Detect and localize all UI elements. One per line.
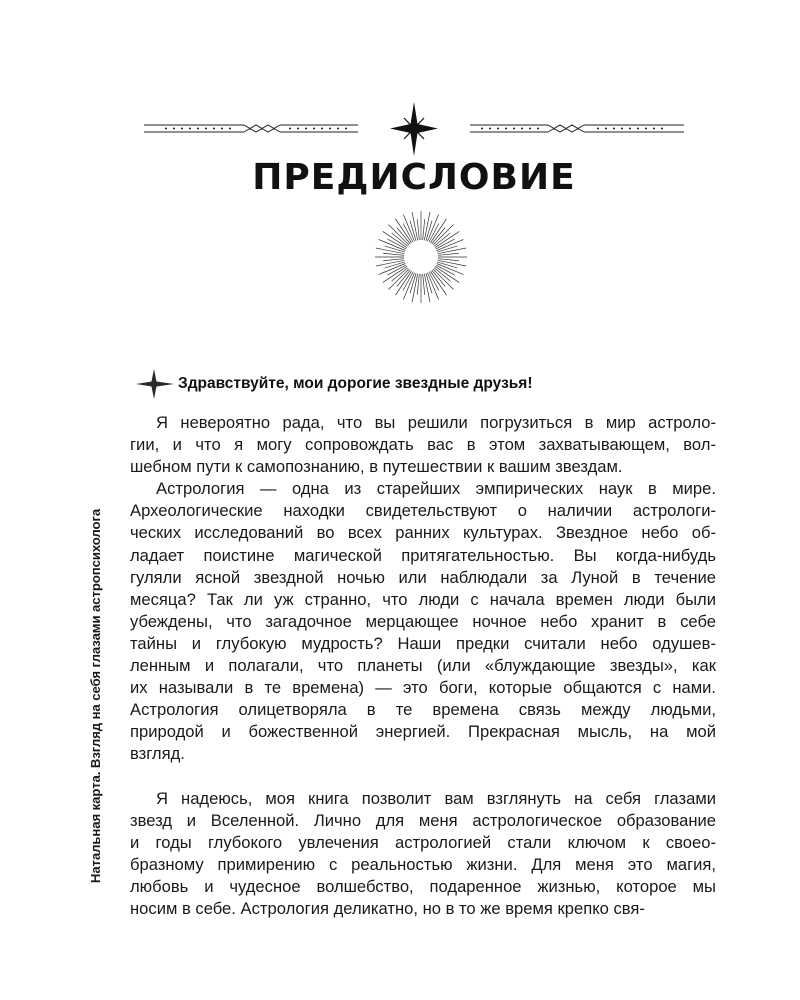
crescent-moon-icon (446, 117, 458, 140)
sunburst-ray (417, 274, 419, 295)
sunburst-ray (434, 233, 450, 246)
paragraph (130, 788, 716, 921)
sunburst-ray (438, 253, 459, 255)
paragraph (130, 412, 716, 478)
running-title: Натальная карта. Взгляд на себя глазами астропсихолога (88, 508, 103, 884)
text-line: звезд и Вселенной. Лично для меня астрологическое образование (130, 810, 716, 830)
paragraph (130, 478, 716, 765)
sunburst-ray (383, 259, 404, 261)
text-line: и годы глубокого увлечения астрологией стали ключом к своео- (130, 832, 716, 852)
text-line: Археологические находки свидетельствуют о наличии астрологи- (130, 501, 716, 521)
paragraph-gap (130, 766, 716, 788)
text-line: Я невероятно рада, что вы решили погрузиться в мир астроло- (156, 413, 716, 432)
text-line: шебном пути к самопознанию, в путешествии к вашим звездам. (130, 457, 623, 477)
text-line: ленным и полагали, что планеты (или «блуждающие звезды», как (130, 656, 716, 676)
text-line: ческих исследований во всех ранних культурах. Звездное небо об- (130, 523, 716, 543)
sunburst-ray (383, 253, 404, 255)
sunburst-icon (371, 207, 471, 307)
text-line: Я надеюсь, моя книга позволит вам взглянуть на себя глазами (156, 788, 716, 808)
text-line: Астрология — одна из старейших эмпирических наук в мире. (156, 479, 716, 499)
text-line: месяца? Так ли уж странно, что люди с начала времен люди были (130, 589, 716, 609)
text-line: убеждены, что загадочное мерцающее ночное небо хранит в себе (130, 611, 716, 631)
sunburst-ray (438, 259, 459, 261)
crescent-moon-icon (371, 117, 383, 140)
sunburst-ray (417, 219, 419, 240)
sunburst-ray (423, 219, 425, 240)
left-ornament-rule (144, 125, 358, 132)
header-ornament (140, 100, 688, 160)
text-line: тайны и глубокую мудрость? Наши предки считали небо одушев- (130, 633, 716, 653)
text-line: носим в себе. Астрология деликатно, но в то же время крепко свя- (130, 898, 645, 918)
sunburst-ray (434, 268, 450, 281)
greeting-heading: Здравствуйте, мои дорогие звездные друзья! (178, 375, 533, 392)
sunburst-ray (423, 274, 425, 295)
text-line: ладает поистине магической притягательностью. Вы когда-нибудь (130, 545, 716, 565)
text-line: бразному примирению с реальностью жизни. Для меня это магия, (130, 854, 716, 874)
text-line: взгляд. (130, 744, 185, 764)
text-line: гии, и что я могу сопровождать вас в этом захватывающем, вол- (130, 435, 716, 455)
sunburst-ray (392, 268, 408, 281)
chapter-title: ПРЕДИСЛОВИЕ (252, 157, 576, 198)
right-ornament-rule (470, 125, 684, 132)
text-line: их называли в те времена) — это боги, которые общаются с нами. (130, 678, 716, 698)
left-ornament-dots (165, 128, 347, 130)
sunburst-ray (432, 228, 445, 244)
sunburst-ray (397, 228, 410, 244)
sunburst-ray (397, 270, 410, 286)
sunburst-ray (432, 270, 445, 286)
text-line: Астрология олицетворяла в те времена связь между людьми, (130, 700, 716, 720)
body-text (130, 412, 716, 920)
text-line: любовь и чудесное волшебство, подаренное жизнью, которое мы (130, 876, 716, 896)
text-line: гуляли ясной звездной ночью или наблюдали за Луной в течение (130, 567, 716, 587)
text-line: природой и божественной энергией. Прекрасная мысль, на мой (130, 722, 716, 742)
four-point-star-icon (136, 368, 176, 400)
greeting-row (136, 368, 716, 400)
sunburst-ray (392, 233, 408, 246)
running-title-container (84, 486, 108, 906)
right-ornament-dots (481, 128, 663, 130)
